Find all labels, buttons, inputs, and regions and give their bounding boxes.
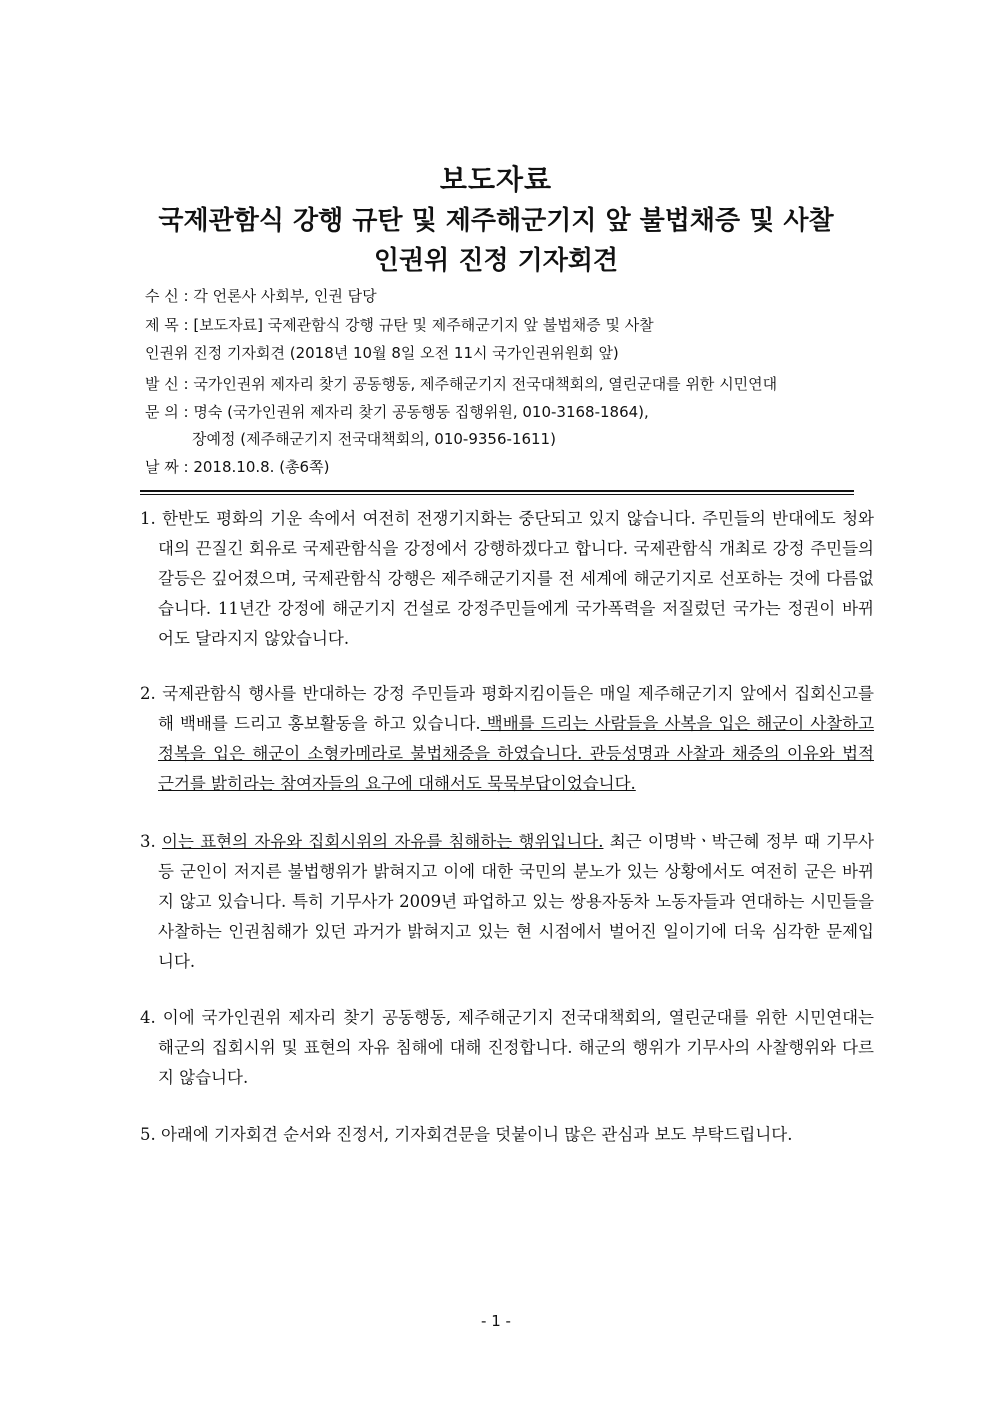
page-number: - 1 - <box>481 1312 511 1330</box>
subtitle-line-2: 인권위 진정 기자회견 <box>373 246 619 276</box>
divider-thick <box>140 490 854 492</box>
paragraph-3-text: 최근 이명박ㆍ박근혜 정부 때 기무사 등 군인이 저지른 불법행위가 밝혀지고 이에 대한 국민의 분노가 있는 상황에서도 여전히 군은 바뀌지 않고 있습니다. 특히 기무사가 2009년 파업하고 있는 쌍용자동차 노동자들과 연대하는 시민들을 사찰하는 인권침해가 있던 과거가 밝혀지고 있는 현 시점에서 벌어진 일이기에 더욱 심각한 문제입니다. <box>158 832 874 971</box>
meta-contact-line-2: 장예정 (제주해군기지 전국대책회의, 010-9356-1611) <box>192 430 556 448</box>
body-paragraph-4: 4. 이에 국가인권위 제자리 찾기 공동행동, 제주해군기지 전국대책회의, 열린군대를 위한 시민연대는 해군의 집회시위 및 표현의 자유 침해에 대해 진정합니다. 해군의 행위가 기무사의 사찰행위와 다르지 않습니다. <box>140 1008 874 1087</box>
meta-date: 날 짜 : 2018.10.8. (총6쪽) <box>145 458 330 476</box>
body-paragraph-3 <box>140 827 874 977</box>
paragraph-2-text: 2. 국제관함식 행사를 반대하는 강정 주민들과 평화지킴이들은 매일 제주해군기지 앞에서 집회신고를 해 백배를 드리고 홍보활동을 하고 있습니다. <box>140 684 874 733</box>
subtitle-line-1: 국제관함식 강행 규탄 및 제주해군기지 앞 불법채증 및 사찰 <box>158 206 834 236</box>
meta-recipient: 수 신 : 각 언론사 사회부, 인권 담당 <box>145 287 377 305</box>
meta-subject-line-1: 제 목 : [보도자료] 국제관함식 강행 규탄 및 제주해군기지 앞 불법채증 및 사찰 <box>145 316 654 334</box>
paragraph-3-number: 3. <box>140 832 163 851</box>
meta-subject-line-2: 인권위 진정 기자회견 (2018년 10월 8일 오전 11시 국가인권위원회 앞) <box>145 344 619 362</box>
page-title: 보도자료 <box>439 163 553 196</box>
body-paragraph-1: 1. 한반도 평화의 기운 속에서 여전히 전쟁기지화는 중단되고 있지 않습니다. 주민들의 반대에도 청와대의 끈질긴 회유로 국제관함식을 강정에서 강행하겠다고 합니다. 국제관함식 개최로 강정 주민들의 갈등은 깊어졌으며, 국제관함식 강행은 제주해군기지를 전 세계에 해군기지로 선포하는 것에 다름없습니다. 11년간 강정에 해군기지 건설로 강정주민들에게 국가폭력을 저질렀던 국가는 정권이 바뀌어도 달라지지 않았습니다. <box>140 509 874 648</box>
paragraph-3-underlined-text: 이는 표현의 자유와 집회시위의 자유를 침해하는 행위입니다. <box>162 832 604 851</box>
body-paragraph-5: 5. 아래에 기자회견 순서와 진정서, 기자회견문을 덧붙이니 많은 관심과 보도 부탁드립니다. <box>140 1125 793 1144</box>
divider-thin <box>140 494 854 495</box>
meta-sender: 발 신 : 국가인권위 제자리 찾기 공동행동, 제주해군기지 전국대책회의, 열린군대를 위한 시민연대 <box>145 375 778 393</box>
meta-contact-line-1: 문 의 : 명숙 (국가인권위 제자리 찾기 공동행동 집행위원, 010-3168-1864), <box>145 403 649 421</box>
paragraph-2-underlined-text: 백배를 드리는 사람들을 사복을 입은 해군이 사찰하고 정복을 입은 해군이 소형카메라로 불법채증을 하였습니다. 관등성명과 사찰과 채증의 이유와 법적 근거를 밝히라는 참여자들의 요구에 대해서도 묵묵부답이었습니다. <box>158 714 875 793</box>
body-paragraph-2 <box>140 679 874 799</box>
